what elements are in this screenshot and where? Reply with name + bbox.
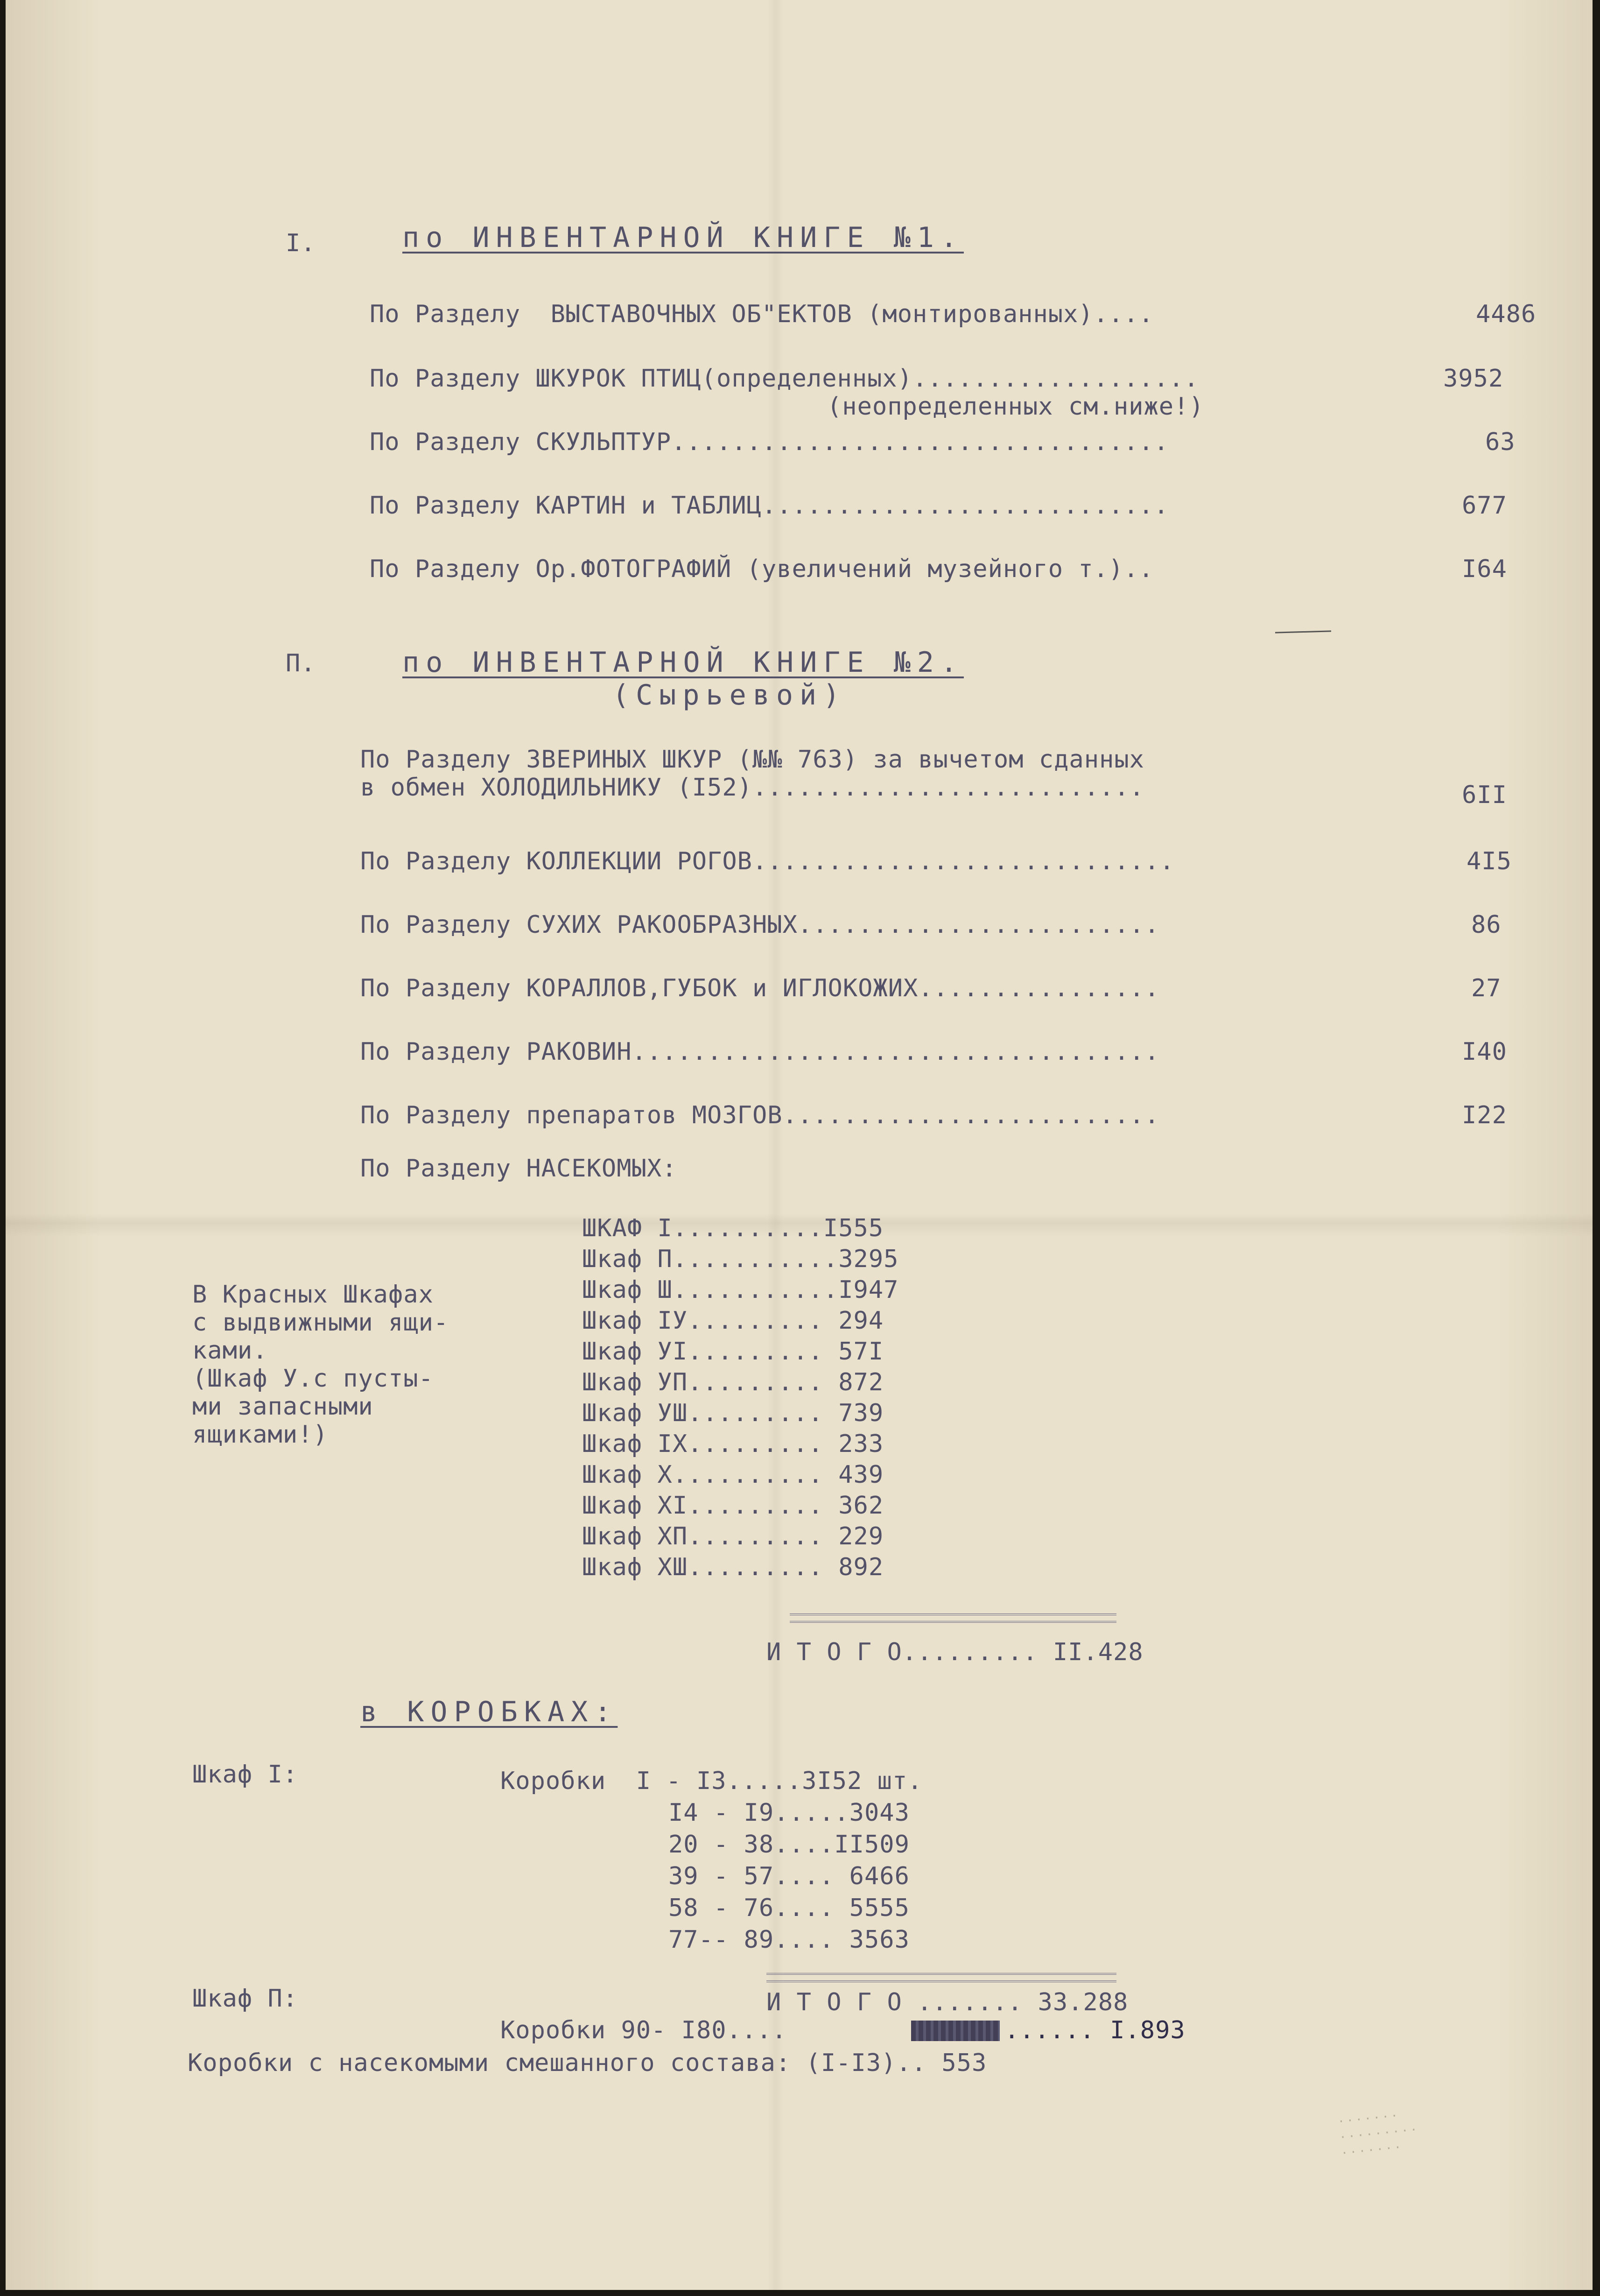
cabinet-row: Шкаф УП......... 872 [582, 1368, 884, 1396]
section2-line-label: По Разделу КОРАЛЛОВ,ГУБОК и ИГЛОКОЖИХ................ [360, 974, 1160, 1002]
section1-line-label: По Разделу ВЫСТАВОЧНЫХ ОБ"ЕКТОВ (монтированных).... [370, 300, 1154, 328]
red-cabinets-note-line: ящиками!) [192, 1421, 328, 1449]
cabinet-row: Шкаф IX......... 233 [582, 1430, 884, 1458]
box-row: 39 - 57.... 6466 [668, 1862, 910, 1890]
cabinet-row: Шкаф XШ......... 892 [582, 1553, 884, 1581]
section1-line-label: По Разделу СКУЛЬПТУР................................. [370, 428, 1169, 456]
section2-first-line-b: в обмен ХОЛОДИЛЬНИКУ (I52).......................... [360, 774, 1144, 802]
box-row: 20 - 38....II509 [668, 1831, 910, 1859]
section1-line-label: По Разделу ШКУРОК ПТИЦ(определенных)................... [370, 365, 1199, 393]
double-rule [766, 1973, 1116, 1982]
faint-stamp: · · · · · · · · · · · · · · · · · · · · · · · [1338, 2107, 1417, 2162]
cabinets-total: И Т О Г О......... II.428 [766, 1638, 1144, 1666]
section2-line-label: По Разделу РАКОВИН................................... [360, 1038, 1160, 1066]
section2-number: П. [286, 649, 316, 677]
cabinet2-label: Шкаф П: [192, 1985, 298, 2013]
cabinet-row: Шкаф Ш...........I947 [582, 1276, 899, 1304]
red-cabinets-note-line: ми запасными [192, 1393, 373, 1421]
section1-number: I. [286, 229, 316, 257]
struck-out-text [911, 2021, 1000, 2041]
section2-line-value: 27 [1471, 974, 1502, 1002]
section1-line-value: 677 [1462, 492, 1507, 520]
boxes-total: И Т О Г О ....... 33.288 [766, 1988, 1129, 2016]
cabinet-row: Шкаф П...........3295 [582, 1245, 899, 1273]
section2-line-value: 86 [1471, 911, 1502, 939]
section2-line-value: I22 [1462, 1101, 1507, 1129]
cabinet-row: Шкаф X.......... 439 [582, 1461, 884, 1489]
red-cabinets-note-line: ками. [192, 1337, 268, 1365]
section1-line-value: 3952 [1443, 365, 1504, 393]
section2-line-value: 4I5 [1467, 847, 1512, 875]
section2-line-label: По Разделу СУХИХ РАКООБРАЗНЫХ........................ [360, 911, 1160, 939]
cabinet-row: Шкаф XП......... 229 [582, 1522, 884, 1550]
document-sheet [6, 0, 1593, 2290]
section1-note: (неопределенных см.ниже!) [827, 393, 1204, 421]
cabinet-row: Шкаф УI......... 57I [582, 1338, 884, 1366]
section2-first-value: 6II [1462, 781, 1507, 809]
cabinet-row: Шкаф УШ......... 739 [582, 1399, 884, 1427]
box-row: Коробки I - I3.....3I52 шт. [500, 1767, 923, 1795]
red-cabinets-note-line: (Шкаф У.с пусты- [192, 1365, 434, 1393]
red-cabinets-note-line: В Красных Шкафах [192, 1281, 434, 1309]
section2-line-label: По Разделу препаратов МОЗГОВ......................... [360, 1101, 1160, 1129]
section2-line-label: По Разделу КОЛЛЕКЦИИ РОГОВ............................ [360, 847, 1175, 875]
section2-title: по ИНВЕНТАРНОЙ КНИГЕ №2. [402, 646, 964, 679]
box-row: 58 - 76.... 5555 [668, 1894, 910, 1922]
cabinet-row: Шкаф IУ......... 294 [582, 1307, 884, 1335]
section1-line-label: По Разделу Ор.ФОТОГРАФИЙ (увеличений музейного т.).. [370, 555, 1154, 583]
mixed-boxes-line: Коробки с насекомыми смешанного состава: (I-I3).. 553 [188, 2049, 987, 2077]
box-row: 77-- 89.... 3563 [668, 1926, 910, 1954]
section2-insects-heading: По Разделу НАСЕКОМЫХ: [360, 1155, 677, 1183]
section1-line-value: 63 [1485, 428, 1516, 456]
section1-title: по ИНВЕНТАРНОЙ КНИГЕ №1. [402, 221, 964, 254]
cabinet2-boxes-total: ...... I.893 [1004, 2016, 1186, 2044]
section2-first-line-a: По Разделу ЗВЕРИНЫХ ШКУР (№№ 763) за вычетом сданных [360, 746, 1144, 774]
cabinet1-label: Шкаф I: [192, 1761, 298, 1789]
pen-stroke [1275, 630, 1331, 633]
section2-line-value: I40 [1462, 1038, 1507, 1066]
double-rule [790, 1613, 1116, 1623]
section1-line-label: По Разделу КАРТИН и ТАБЛИЦ........................... [370, 492, 1169, 520]
boxes-heading: в КОРОБКАХ: [360, 1696, 618, 1728]
cabinet-row: ШКАФ I..........I555 [582, 1214, 884, 1242]
section1-line-value: 4486 [1476, 300, 1537, 328]
cabinet-row: Шкаф XI......... 362 [582, 1492, 884, 1520]
cabinet2-boxes-line: Коробки 90- I80.... [500, 2016, 787, 2044]
section2-subtitle: (Сырьевой) [612, 679, 847, 711]
section1-line-value: I64 [1462, 555, 1507, 583]
box-row: I4 - I9.....3043 [668, 1799, 910, 1827]
red-cabinets-note-line: с выдвижными ящи- [192, 1309, 449, 1337]
